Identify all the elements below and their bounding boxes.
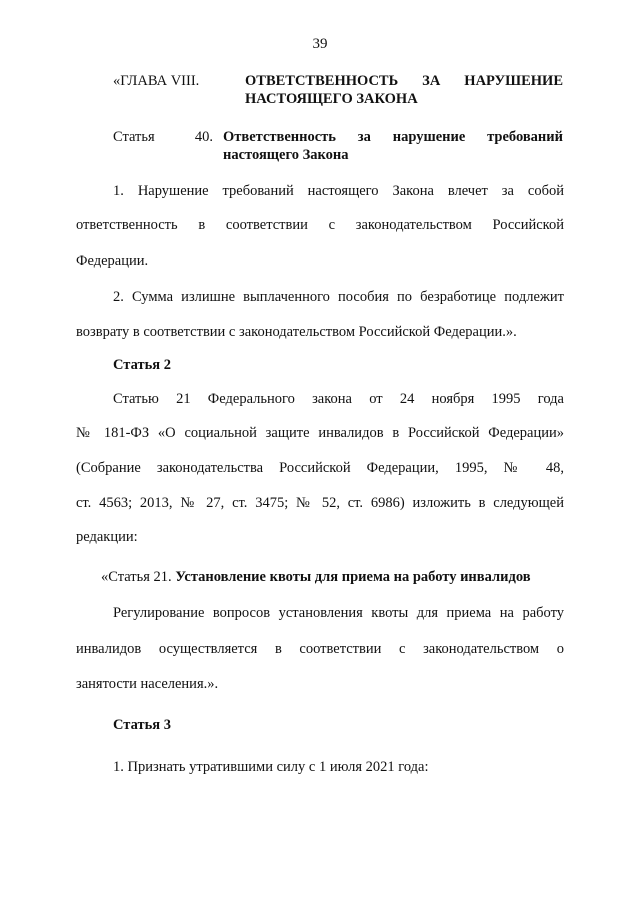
article40-title-line1: Ответственность за нарушение требований <box>223 129 563 145</box>
article3-line1: 1. Признать утратившими силу с 1 июля 2021 года: <box>113 759 429 775</box>
paragraph2-line1: 2. Сумма излишне выплаченного пособия по безработице подлежит <box>113 289 564 305</box>
article21-line2: инвалидов осуществляется в соответствии с законодательством о <box>76 641 564 657</box>
article2-line1: Статью 21 Федерального закона от 24 ноября 1995 года <box>113 391 564 407</box>
article40-label: Статья 40. <box>113 129 213 145</box>
article21-label: «Статья 21. <box>101 569 172 585</box>
article2-line3: (Собрание законодательства Российской Федерации, 1995, № 48, <box>76 460 564 476</box>
article2-line4: ст. 4563; 2013, № 27, ст. 3475; № 52, ст. 6986) изложить в следующей <box>76 495 564 511</box>
article21-line3: занятости населения.». <box>76 676 219 692</box>
chapter-heading <box>113 72 563 107</box>
article3-heading: Статья 3 <box>113 717 171 733</box>
chapter-title-line2: НАСТОЯЩЕГО ЗАКОНА <box>245 91 418 107</box>
page-number: 39 <box>312 36 328 52</box>
article2-heading: Статья 2 <box>113 357 171 373</box>
article2-line5: редакции: <box>76 529 138 545</box>
article21-title: Установление квоты для приема на работу инвалидов <box>175 569 531 585</box>
paragraph1-line2: ответственность в соответствии с законодательством Российской <box>76 217 564 233</box>
paragraph2-line2: возврату в соответствии с законодательством Российской Федерации.». <box>76 324 517 340</box>
chapter-label: «ГЛАВА VIII. <box>113 73 200 89</box>
article2-line2: № 181-ФЗ «О социальной защите инвалидов в Российской Федерации» <box>76 425 564 441</box>
paragraph1-line1: 1. Нарушение требований настоящего Закона влечет за собой <box>113 183 564 199</box>
chapter-title-line1: ОТВЕТСТВЕННОСТЬ ЗА НАРУШЕНИЕ <box>245 73 563 89</box>
article21-line1: Регулирование вопросов установления квоты для приема на работу <box>113 605 564 621</box>
paragraph1-line3: Федерации. <box>76 253 149 269</box>
article21-heading <box>101 568 531 586</box>
article40-title-line2: настоящего Закона <box>223 147 349 163</box>
